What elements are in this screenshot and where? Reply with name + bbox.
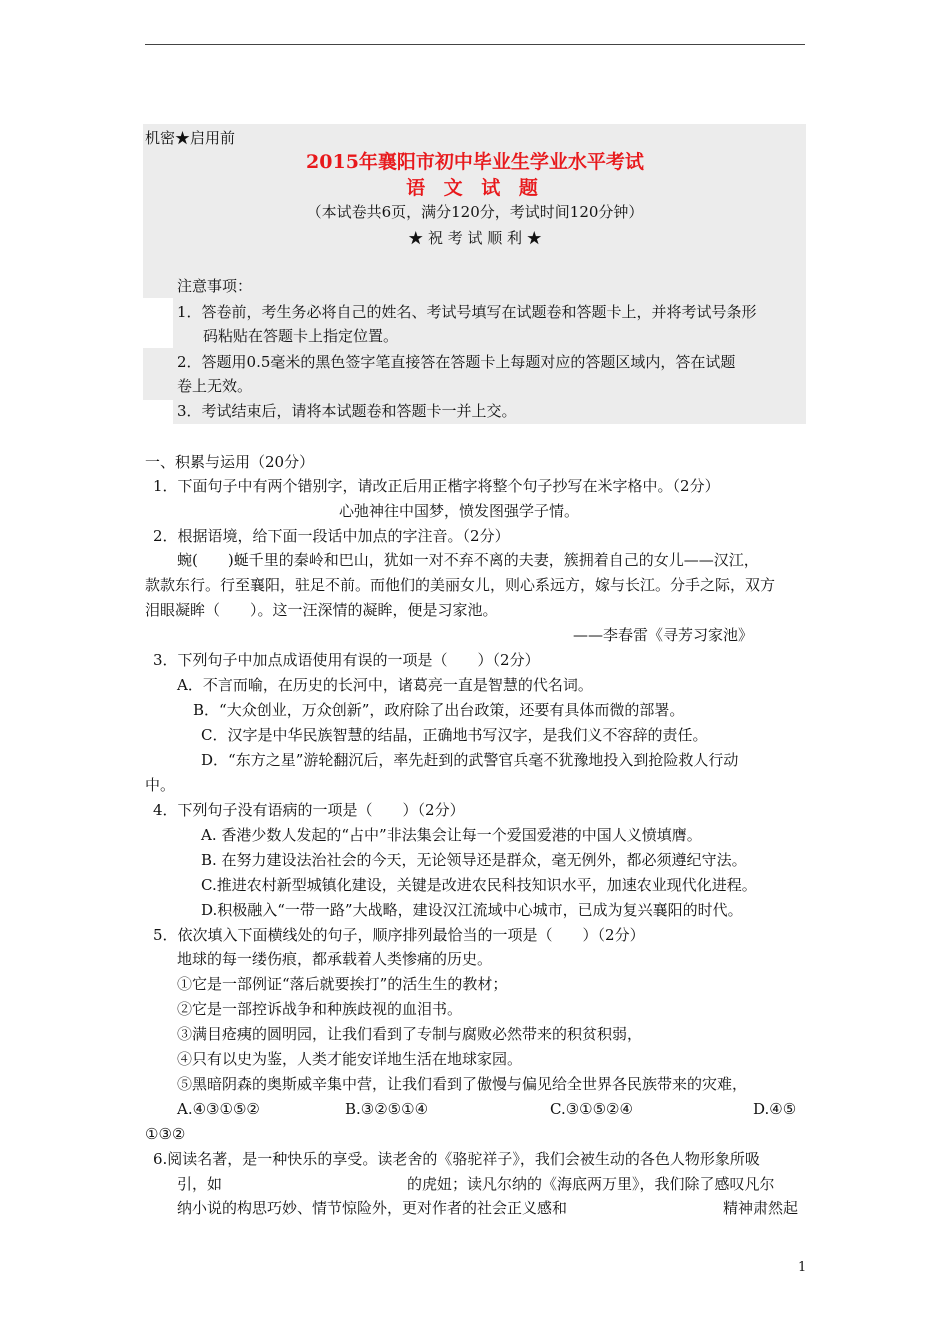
q1-stem: 1．下面句子中有两个错别字，请改正后用正楷字将整个句子抄写在米字格中。（2分） bbox=[153, 477, 720, 495]
q2-para-3: 泪眼凝眸（ ）。这一汪深情的凝眸，便是习家池。 bbox=[145, 601, 498, 619]
q6-line-1: 6.阅读名著，是一种快乐的享受。读老舍的《骆驼祥子》，我们会被生动的各色人物形象所吸 bbox=[153, 1150, 760, 1168]
notice-line-2b: 卷上无效。 bbox=[177, 377, 253, 395]
q2-source: ——李春雷《寻芳习家池》 bbox=[573, 626, 754, 644]
notice-line-1b: 码粘贴在答题卡上指定位置。 bbox=[203, 327, 399, 345]
q5-option-d: D.④⑤ bbox=[753, 1100, 797, 1118]
q4-option-a: A. 香港少数人发起的“占中”非法集会让每一个爱国爱港的中国人义愤填膺。 bbox=[201, 826, 702, 844]
q2-para-2: 款款东行。行至襄阳，驻足不前。而他们的美丽女儿，则心系远方，嫁与长江。分手之际，双方 bbox=[145, 576, 776, 594]
q5-lead: 地球的每一缕伤痕，都承载着人类惨痛的历史。 bbox=[177, 950, 493, 968]
q4-option-d: D.积极融入“一带一路”大战略，建设汉江流域中心城市，已成为复兴襄阳的时代。 bbox=[201, 901, 743, 919]
q5-option-d-cont: ①③② bbox=[145, 1125, 186, 1143]
q4-stem: 4．下列句子没有语病的一项是（ ）（2分） bbox=[153, 801, 465, 819]
q5-item-2: ②它是一部控诉战争和种族歧视的血泪书。 bbox=[177, 1000, 463, 1018]
q1-sentence: 心弛神往中国梦，愤发图强学子情。 bbox=[339, 502, 580, 520]
notice-line-1: 1．答卷前，考生务必将自己的姓名、考试号填写在试题卷和答题卡上，并将考试号条形 bbox=[177, 303, 757, 321]
q6-line-3b: 精神肃然起 bbox=[723, 1199, 799, 1217]
q6-line-2b: 的虎妞；读凡尔纳的《海底两万里》，我们除了感叹凡尔 bbox=[407, 1175, 775, 1193]
q6-line-2a: 引，如 bbox=[177, 1175, 223, 1193]
q3-option-d: D．“东方之星”游轮翻沉后，率先赶到的武警官兵毫不犹豫地投入到抢险救人行动 bbox=[201, 751, 739, 769]
section-heading: 一、积累与运用（20分） bbox=[145, 453, 315, 471]
q5-item-5: ⑤黑暗阴森的奥斯威辛集中营，让我们看到了傲慢与偏见给全世界各民族带来的灾难， bbox=[177, 1075, 748, 1093]
q5-option-c: C.③①⑤②④ bbox=[550, 1100, 633, 1118]
good-luck-line: ★ 祝 考 试 顺 利 ★ bbox=[408, 229, 542, 247]
q4-option-b: B. 在努力建设法治社会的今天，无论领导还是群众，毫无例外，都必须遵纪守法。 bbox=[201, 851, 747, 869]
q5-item-3: ③满目疮痍的圆明园，让我们看到了专制与腐败必然带来的积贫积弱， bbox=[177, 1025, 643, 1043]
q5-option-b: B.③②⑤①④ bbox=[345, 1100, 429, 1118]
q2-stem: 2．根据语境，给下面一段话中加点的字注音。（2分） bbox=[153, 527, 510, 545]
q5-option-a: A.④③①⑤② bbox=[177, 1100, 260, 1118]
q5-stem: 5．依次填入下面横线处的句子，顺序排列最恰当的一项是（ ）（2分） bbox=[153, 926, 645, 944]
q2-para-1: 蜿( )蜒千里的秦岭和巴山，犹如一对不弃不离的夫妻，簇拥着自己的女儿——汉江， bbox=[177, 551, 759, 569]
confidential-label: 机密★启用前 bbox=[145, 129, 236, 147]
exam-title: 2015年襄阳市初中毕业生学业水平考试 bbox=[306, 151, 644, 173]
q4-option-c: C.推进农村新型城镇化建设，关键是改进农民科技知识水平，加速农业现代化进程。 bbox=[201, 876, 757, 894]
q3-option-c: C．汉字是中华民族智慧的结晶，正确地书写汉字，是我们义不容辞的责任。 bbox=[201, 726, 708, 744]
notice-heading: 注意事项： bbox=[177, 277, 253, 295]
q3-option-a: A．不言而喻，在历史的长河中，诸葛亮一直是智慧的代名词。 bbox=[177, 676, 593, 694]
notice-line-2: 2．答题用0.5毫米的黑色签字笔直接答在答题卡上每题对应的答题区域内，答在试题 bbox=[177, 353, 736, 371]
q3-stem: 3．下列句子中加点成语使用有误的一项是（ ）（2分） bbox=[153, 651, 540, 669]
page-number: 1 bbox=[798, 1260, 807, 1275]
q5-item-1: ①它是一部例证“落后就要挨打”的活生生的教材； bbox=[177, 975, 508, 993]
exam-info: （本试卷共6页，满分120分，考试时间120分钟） bbox=[306, 203, 644, 221]
q5-item-4: ④只有以史为鉴，人类才能安详地生活在地球家园。 bbox=[177, 1050, 523, 1068]
top-rule bbox=[145, 44, 805, 45]
subject-title: 语 文 试 题 bbox=[406, 177, 544, 199]
q3-option-b: B．“大众创业，万众创新”，政府除了出台政策，还要有具体而微的部署。 bbox=[193, 701, 685, 719]
notice-line-3: 3．考试结束后，请将本试题卷和答题卡一并上交。 bbox=[177, 402, 517, 420]
q3-option-d-cont: 中。 bbox=[145, 776, 176, 794]
q6-line-3a: 纳小说的构思巧妙、情节惊险外，更对作者的社会正义感和 bbox=[177, 1199, 568, 1217]
